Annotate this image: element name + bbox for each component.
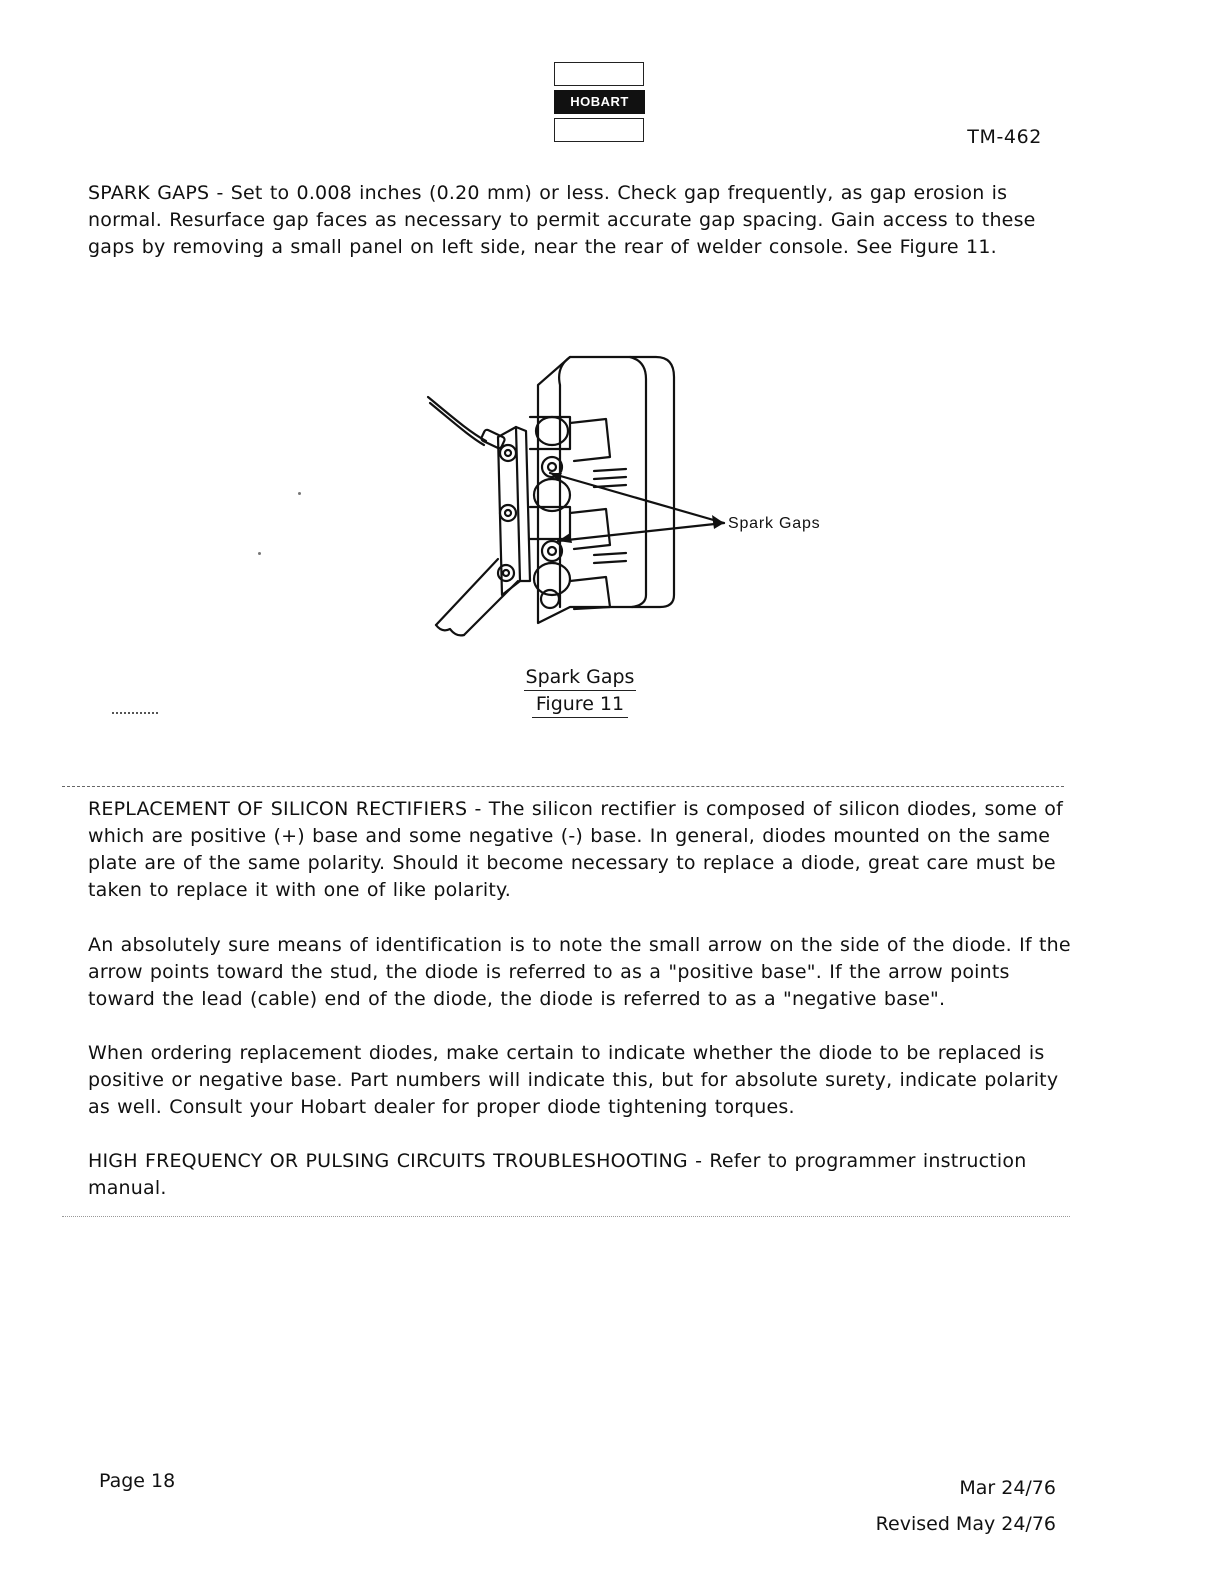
logo-top-box (554, 62, 644, 86)
scan-speck (298, 492, 301, 495)
footer-dates (876, 1470, 1056, 1542)
lower-cable (436, 559, 498, 625)
pointer-arrow-upper (550, 473, 724, 523)
figure-caption-title: Spark Gaps (524, 664, 637, 691)
figure-caption (480, 664, 680, 718)
figure-caption-number: Figure 11 (532, 691, 628, 718)
replacement-paragraph: REPLACEMENT OF SILICON RECTIFIERS - The silicon rectifier is composed of silicon diodes, some of which are positive (+) base and some negative (-) base. In general, diodes mounted on the same plate are of the same polarity. Should it become necessary to replace a diode, great care must be taken to replace it with one of like polarity. (88, 798, 1063, 901)
section-divider (62, 786, 1064, 787)
revised-date: Revised May 24/76 (875, 1513, 1056, 1535)
issue-date: Mar 24/76 (959, 1477, 1056, 1499)
identification-paragraph: An absolutely sure means of identification is to note the small arrow on the side of the diode. If the arrow points toward the stud, the diode is referred to as a "positive base". If the arrow points toward the lead (cable) end of the diode, the diode is referred to as a "negative base". (88, 934, 1071, 1010)
pointer-arrow-lower (558, 523, 724, 541)
spark-gaps-paragraph: SPARK GAPS - Set to 0.008 inches (0.20 mm) or less. Check gap frequently, as gap erosion is normal. Resurface gap faces as necessary to permit accurate gap spacing. Gain access to these gaps by removing a small panel on left side, near the rear of welder console. See Figure 11. (88, 182, 1036, 258)
scan-mark (112, 712, 158, 714)
logo-text: HOBART (554, 90, 645, 114)
logo-bottom-box (554, 118, 644, 142)
bottom-divider (62, 1216, 1070, 1217)
upper-cable (428, 397, 486, 441)
document-id: TM-462 (967, 126, 1042, 148)
page-number: Page 18 (99, 1470, 176, 1492)
figure-callout: Spark Gaps (728, 515, 821, 532)
scan-speck (258, 552, 261, 555)
hobart-logo (554, 62, 644, 142)
spark-gaps-figure (420, 345, 840, 645)
high-frequency-paragraph: HIGH FREQUENCY OR PULSING CIRCUITS TROUBLESHOOTING - Refer to programmer instruction manual. (88, 1150, 1027, 1199)
ordering-paragraph: When ordering replacement diodes, make certain to indicate whether the diode to be replaced is positive or negative base. Part numbers will indicate this, but for absolute surety, indicate polarity as well. Consult your Hobart dealer for proper diode tightening torques. (88, 1042, 1059, 1118)
